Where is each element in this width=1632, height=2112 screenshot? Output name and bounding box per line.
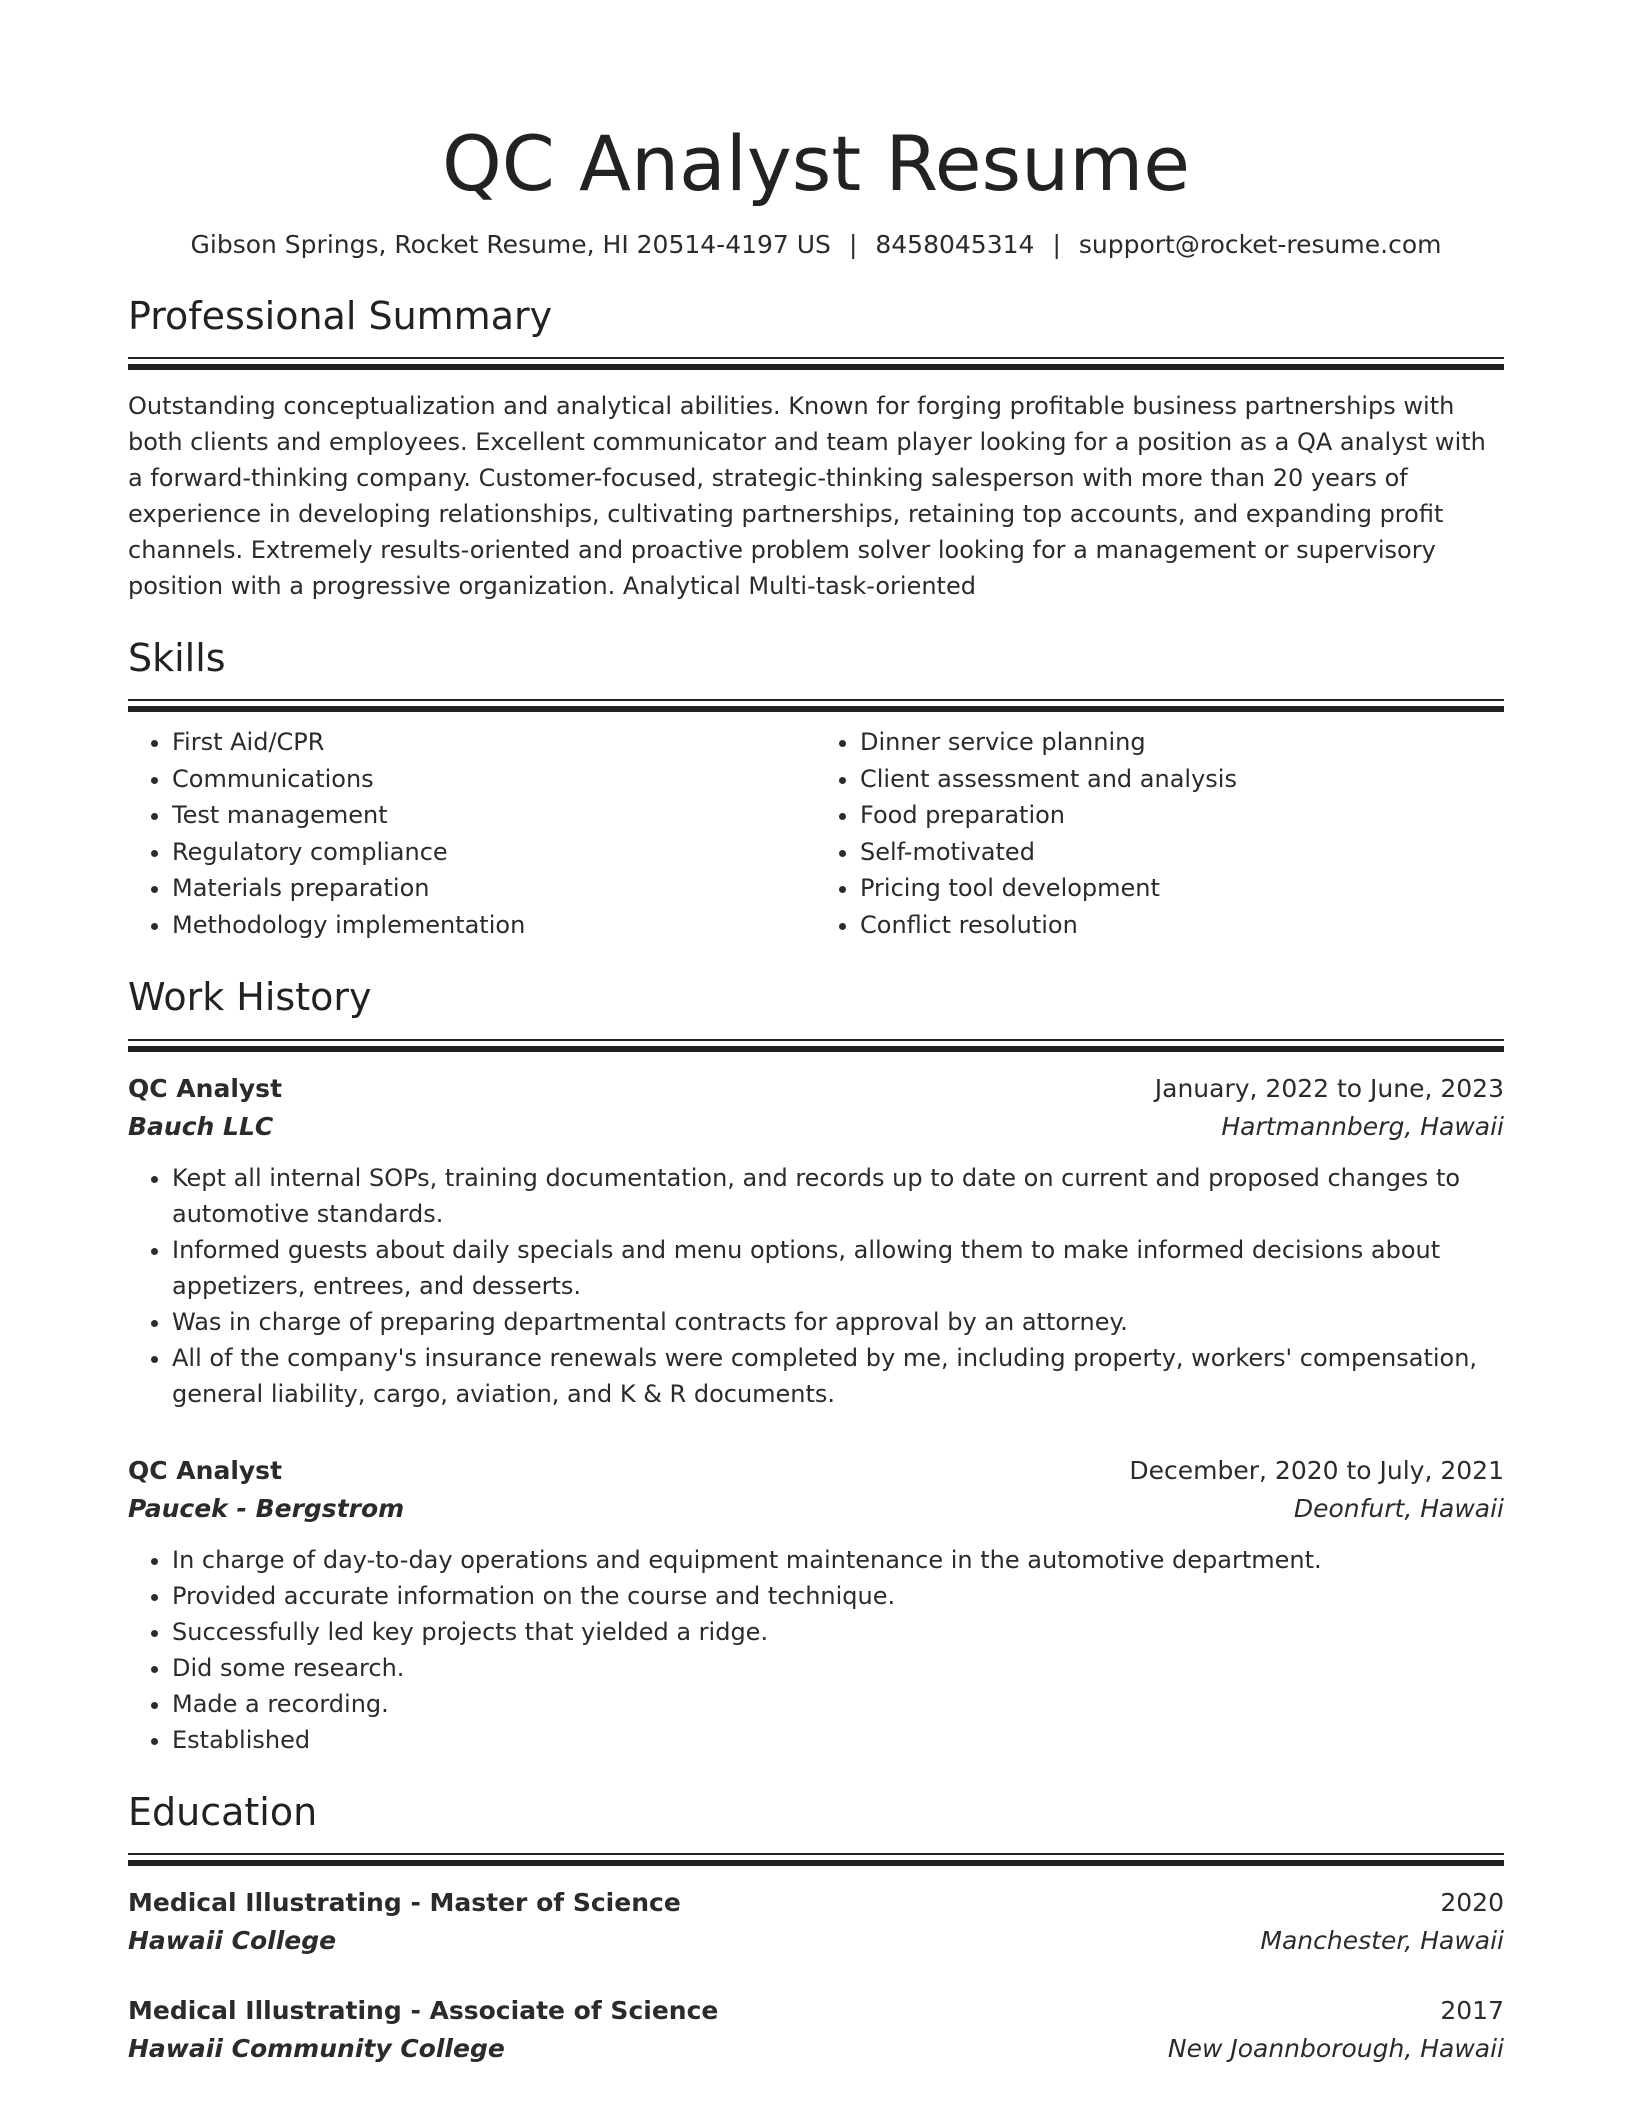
education-school: Hawaii College — [128, 1926, 337, 1956]
job-header-row — [128, 1452, 1504, 1490]
skills-columns — [128, 724, 1504, 943]
education-location: Manchester, Hawaii — [1260, 1926, 1504, 1956]
job-entry — [128, 1452, 1504, 1758]
education-degree: Medical Illustrating - Associate of Science — [128, 1996, 719, 2026]
contact-separator: | — [1052, 230, 1061, 260]
job-location: Hartmannberg, Hawaii — [1221, 1111, 1504, 1141]
education-location: New Joannborough, Hawaii — [1167, 2034, 1504, 2064]
education-school-row — [128, 2030, 1504, 2068]
contact-address: Gibson Springs, Rocket Resume, HI 20514-4197 US — [190, 230, 831, 260]
education-school: Hawaii Community College — [128, 2034, 505, 2064]
job-bullet: • Established — [172, 1722, 1504, 1758]
education-degree-row — [128, 1884, 1504, 1922]
skill-item: • Materials preparation — [172, 870, 816, 907]
section-rule — [128, 1853, 1504, 1855]
education-heading: Education — [128, 1789, 318, 1834]
skills-heading: Skills — [128, 636, 226, 681]
skill-item: • Client assessment and analysis — [860, 761, 1504, 798]
job-company-row — [128, 1108, 1504, 1146]
section-rule — [128, 699, 1504, 701]
job-title: QC Analyst — [128, 1073, 283, 1103]
education-section — [128, 1788, 1504, 2068]
job-bullets — [128, 1542, 1504, 1758]
skills-list-left — [128, 724, 816, 943]
skills-list-right — [816, 724, 1504, 943]
skill-item: • Communications — [172, 761, 816, 798]
job-header-row — [128, 1070, 1504, 1108]
skill-item: • Methodology implementation — [172, 907, 816, 944]
skill-item: • First Aid/CPR — [172, 724, 816, 761]
skill-item: • Conflict resolution — [860, 907, 1504, 944]
skill-item: • Food preparation — [860, 797, 1504, 834]
job-bullet: • Informed guests about daily specials and menu options, allowing them to make informed decisions about appetizers, entrees, and desserts. — [172, 1232, 1504, 1304]
education-degree: Medical Illustrating - Master of Science — [128, 1888, 681, 1918]
contact-line — [128, 229, 1504, 262]
work-history-heading: Work History — [128, 975, 372, 1020]
section-rule — [128, 357, 1504, 359]
section-rule-thick — [128, 364, 1504, 370]
job-dates: January, 2022 to June, 2023 — [1154, 1073, 1504, 1103]
skill-item: • Self-motivated — [860, 834, 1504, 871]
job-company-row — [128, 1490, 1504, 1528]
skill-item: • Pricing tool development — [860, 870, 1504, 907]
contact-phone: 8458045314 — [875, 230, 1035, 260]
work-history-section — [128, 973, 1504, 1757]
section-rule-thick — [128, 1860, 1504, 1866]
skill-item: • Dinner service planning — [860, 724, 1504, 761]
education-entry — [128, 1992, 1504, 2068]
skill-item: • Test management — [172, 797, 816, 834]
education-degree-row — [128, 1992, 1504, 2030]
education-year: 2020 — [1440, 1888, 1504, 1918]
job-bullet: • Provided accurate information on the course and technique. — [172, 1578, 1504, 1614]
summary-text: Outstanding conceptualization and analytical abilities. Known for forging profitable business partnerships with both clients and employees. Excellent communicator and team player looking for a position as a QA analyst with a forward-thinking company. Customer-focused, strategic-thinking salesperson with more than 20 years of experience in developing relationships, cultivating partnerships, retaining top accounts, and expanding profit channels. Extremely results-oriented and proactive problem solver looking for a management or supervisory position with a progressive organization. Analytical Multi-task-oriented — [128, 392, 1486, 601]
job-company: Paucek - Bergstrom — [128, 1493, 405, 1523]
summary-heading: Professional Summary — [128, 293, 553, 338]
job-entry — [128, 1070, 1504, 1412]
job-title: QC Analyst — [128, 1455, 283, 1485]
job-bullet: • Was in charge of preparing departmental contracts for approval by an attorney. — [172, 1304, 1504, 1340]
section-rule-thick — [128, 706, 1504, 712]
job-bullets — [128, 1160, 1504, 1412]
section-rule — [128, 1039, 1504, 1041]
education-year: 2017 — [1440, 1996, 1504, 2026]
job-company: Bauch LLC — [128, 1111, 274, 1141]
job-location: Deonfurt, Hawaii — [1293, 1493, 1504, 1523]
summary-section — [128, 292, 1504, 604]
job-dates: December, 2020 to July, 2021 — [1129, 1455, 1504, 1485]
contact-separator: | — [848, 230, 858, 260]
education-school-row — [128, 1922, 1504, 1960]
resume-title: QC Analyst Resume — [441, 119, 1191, 208]
job-bullet: • All of the company's insurance renewals were completed by me, including property, workers' compensation, general liability, cargo, aviation, and K & R documents. — [172, 1340, 1504, 1412]
job-bullet: • In charge of day-to-day operations and equipment maintenance in the automotive department. — [172, 1542, 1504, 1578]
section-rule-thick — [128, 1046, 1504, 1052]
job-bullet: • Kept all internal SOPs, training documentation, and records up to date on current and proposed changes to automotive standards. — [172, 1160, 1504, 1232]
job-bullet: • Successfully led key projects that yielded a ridge. — [172, 1614, 1504, 1650]
skills-section — [128, 634, 1504, 943]
job-bullet: • Made a recording. — [172, 1686, 1504, 1722]
education-entry — [128, 1884, 1504, 1960]
contact-email: support@rocket-resume.com — [1078, 230, 1442, 260]
job-bullet: • Did some research. — [172, 1650, 1504, 1686]
skill-item: • Regulatory compliance — [172, 834, 816, 871]
